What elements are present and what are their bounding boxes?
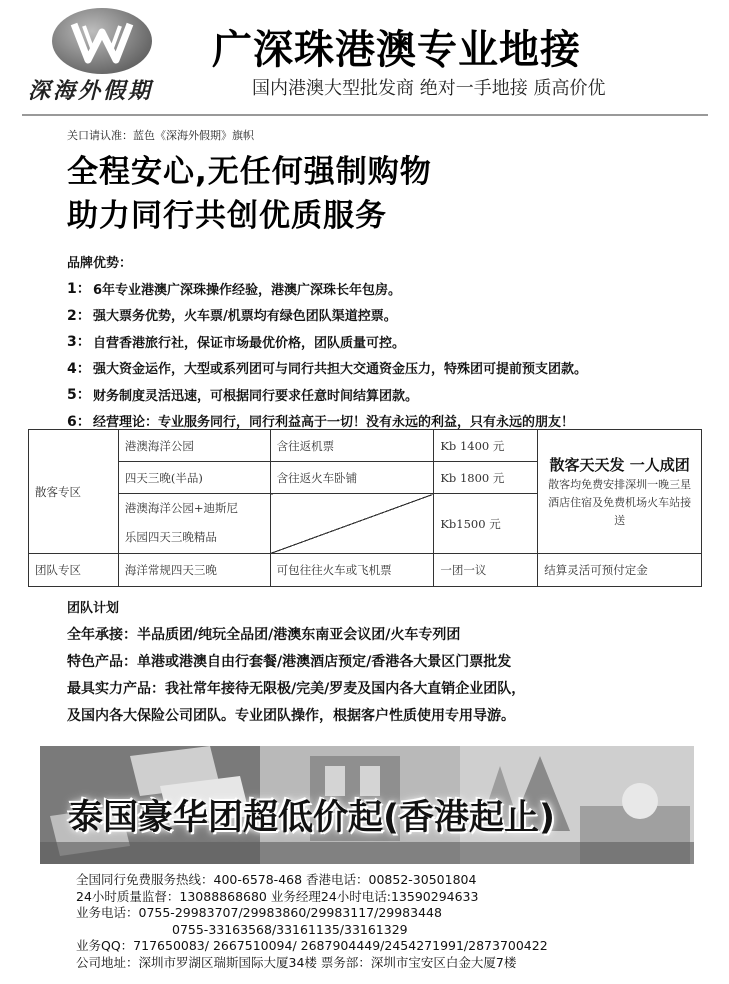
item-text: 强大票务优势，火车票/机票均有绿色团队渠道控票。 [93,309,397,325]
advantages-title: 品牌优势： [67,256,133,271]
business-phone: 业务电话：0755-29983707/29983860/29983117/29983448 [76,905,442,920]
products-table [28,429,702,587]
table-cell: 港澳海洋公园 [118,430,270,462]
team-plan-list [67,620,707,728]
table-cell: 四天三晚(半品) [118,462,270,494]
item-number: 6： [67,413,91,430]
list-item [67,355,707,382]
table-cell: 含往返机票 [270,430,434,462]
list-item [67,275,707,302]
list-item [67,381,707,408]
item-number: 3： [67,334,91,351]
header-divider [22,114,708,116]
item-number: 1： [67,281,91,298]
banner-headline: 泰国豪华团超低价起(香港起止) [68,798,555,838]
promo-headline: 散客天天发 一人成团 [549,455,690,474]
item-number: 5： [67,387,91,404]
hotline: 全国同行免费服务热线：400-6578-468 香港电话：00852-30501804 [76,872,477,887]
list-item: 特色产品：单港或港澳自由行套餐/港澳酒店预定/香港各大景区门票批发 [67,653,512,670]
empty-cell-diagonal [270,494,434,554]
table-cell: 一团一议 [434,554,538,587]
item-number: 4： [67,360,91,377]
list-item: 全年承接：半品质团/纯玩全品团/港澳东南亚会议团/火车专列团 [67,626,461,643]
page-subtitle: 国内港澳大型批发商 绝对一手地接 质高价优 [252,78,606,99]
table-cell: Kb 1800 元 [434,462,538,494]
table-cell: 结算灵活可预付定金 [538,554,702,587]
zone-scattered: 散客专区 [29,430,119,554]
promo-banner [40,746,694,864]
table-cell: 海洋常规四天三晚 [118,554,270,587]
logo-text: 深海外假期 [28,78,154,104]
item-number: 2： [67,307,91,324]
table-row [29,554,702,587]
business-qq: 业务QQ：717650083/ 2667510094/ 2687904449/2454271991/2873700422 [76,938,548,953]
item-text: 自营香港旅行社，保证市场最优价格，团队质量可控。 [93,335,406,351]
item-text: 强大资金运作，大型或系列团可与同行共担大交通资金压力，特殊团可提前预支团款。 [93,362,588,378]
table-cell: 可包往往火车或飞机票 [270,554,434,587]
logo [52,8,152,74]
business-phone-2: 0755-33163568/33161135/33161329 [172,921,408,937]
company-address: 公司地址：深圳市罗湖区瑞斯国际大厦34楼 票务部：深圳市宝安区白金大厦7楼 [76,954,517,970]
zone-group: 团队专区 [29,554,119,587]
contact-info [76,872,716,971]
list-item: 及国内各大保险公司团队。专业团队操作，根据客户性质使用专用导游。 [67,707,515,724]
team-plan-title: 团队计划 [67,601,120,616]
header [0,0,729,118]
table-cell: 港澳海洋公园+迪斯尼 [118,494,270,522]
item-text: 财务制度灵活迅速，可根据同行要求任意时间结算团款。 [93,388,419,404]
page-title: 广深珠港澳专业地接 [212,27,581,73]
list-item [67,302,707,329]
table-cell: Kb 1400 元 [434,430,538,462]
item-text: 6年专业港澳广深珠操作经验，港澳广深珠长年包房。 [93,282,402,298]
table-cell: Kb1500 元 [434,494,538,554]
slogan-2: 助力同行共创优质服务 [67,198,387,234]
quality-phone: 24小时质量监督：13088868680 业务经理24小时电话:13590294633 [76,888,479,904]
flag-notice: 关口请认准：蓝色《深海外假期》旗帜 [67,129,254,142]
list-item [67,328,707,355]
promo-description: 散客均免费安排深圳一晚三星酒店住宿及免费机场火车站接送 [548,477,692,527]
item-text: 经营理论：专业服务同行，同行利益高于一切！没有永远的利益，只有永远的朋友！ [93,415,575,431]
list-item: 最具实力产品：我社常年接待无限极/完美/罗麦及国内各大直销企业团队， [67,680,526,697]
slogan-1: 全程安心,无任何强制购物 [67,154,432,190]
advantages-list [67,275,707,434]
table-row [29,430,702,462]
promo-cell [538,430,702,554]
logo-w-icon [52,8,152,74]
table-cell: 乐园四天三晚精品 [118,522,270,554]
table-cell: 含往返火车卧铺 [270,462,434,494]
